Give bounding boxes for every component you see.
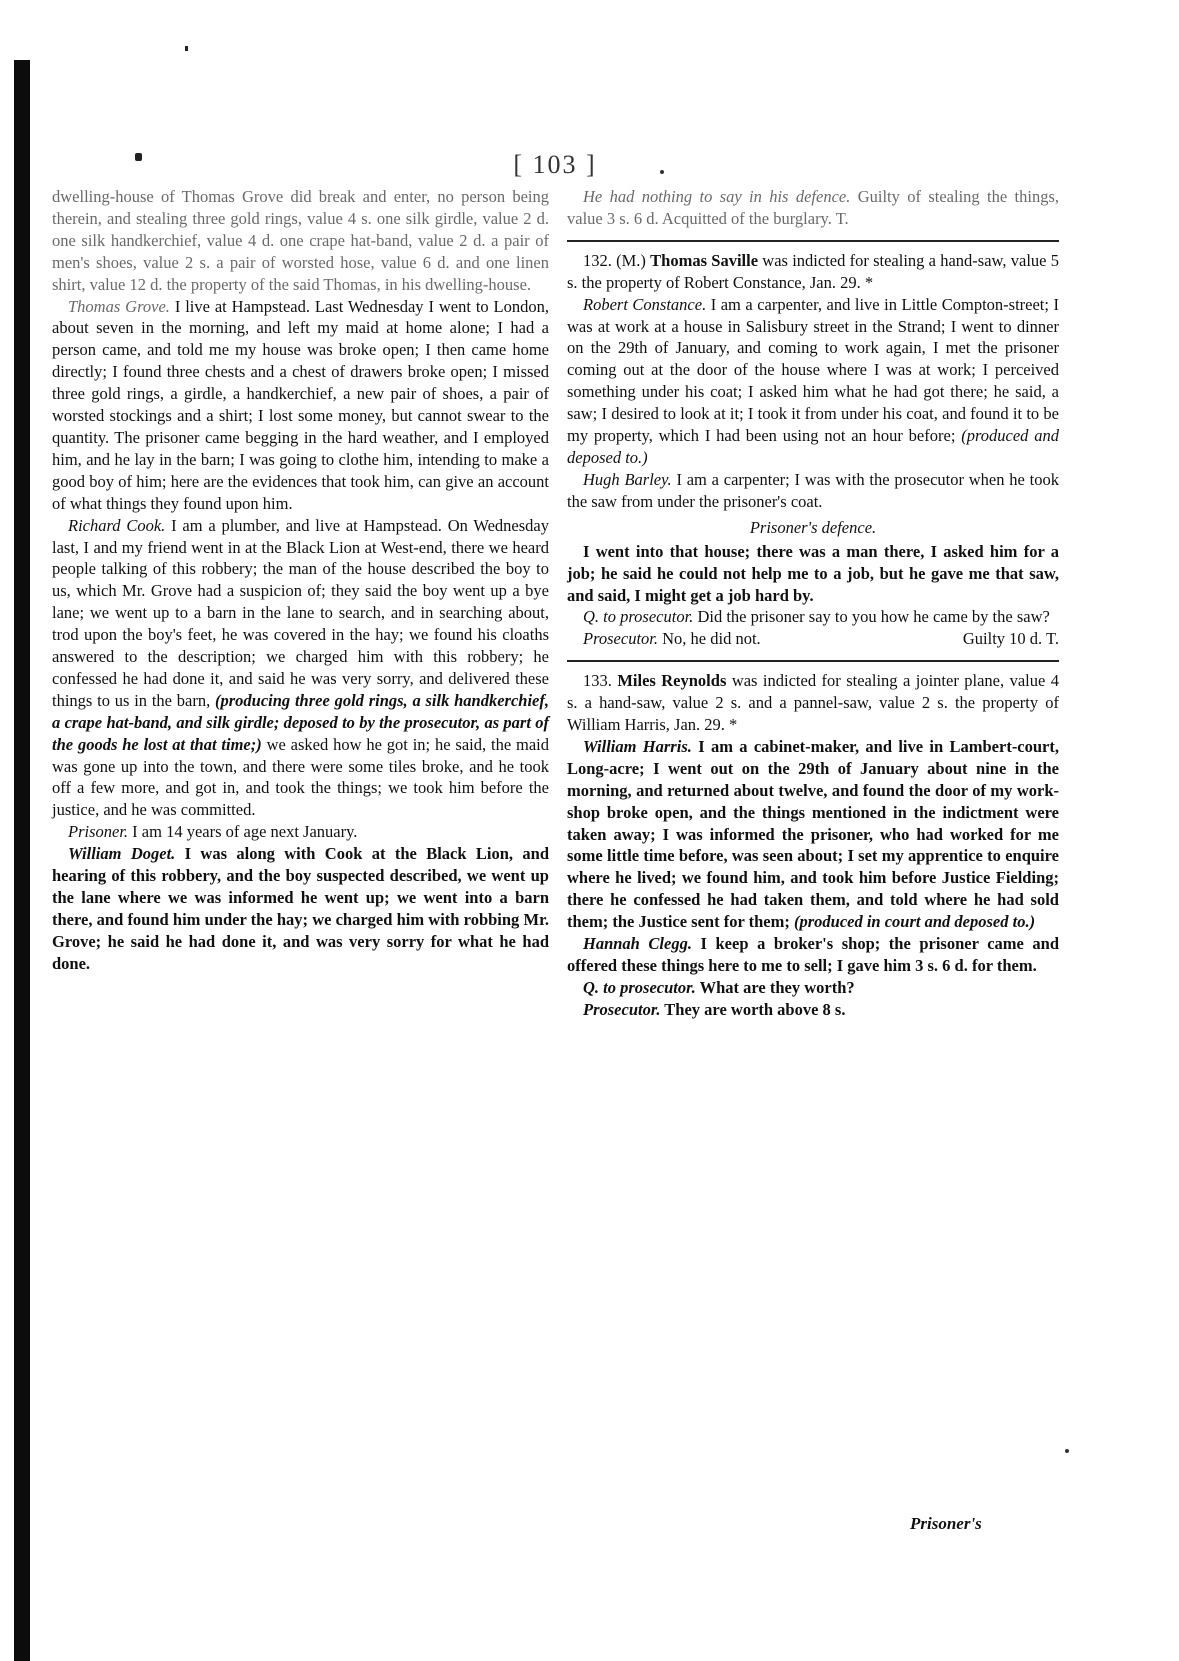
ink-speck xyxy=(660,170,664,174)
speaker-name: Prisoner. xyxy=(68,822,129,842)
question xyxy=(567,606,1059,628)
answer-text: No, he did not. xyxy=(658,629,761,649)
question xyxy=(567,977,1059,999)
testimony-text: I am a carpenter, and live in Little Compton-street; I was at work at a house in Salisbury street in the Strand; I went to dinner on the 29th of January, and coming to work again, I met the prisoner coming out at the door of the house where I was at work; I perceived something under his coat; I asked him what he had got there; he said, a saw; I desired to look at it; I took it from under his coat, and found it to be my property, which I had been using not an hour before; xyxy=(567,294,1059,446)
testimony xyxy=(567,736,1059,933)
court-note: (producing three gold rings, a silk handkerchief, a crape hat-band, and silk girdle; deposed to by the prosecutor, as part of the goods he lost at that time;) xyxy=(52,690,549,754)
testimony-text: I am 14 years of age next January. xyxy=(128,822,358,842)
speaker-name: William Doget. xyxy=(68,844,176,864)
testimony xyxy=(52,296,549,515)
case-number: 132. (M.) xyxy=(583,250,646,270)
verdict: Guilty 10 d. T. xyxy=(962,629,1059,649)
catchword: Prisoner's xyxy=(910,1514,982,1533)
paragraph xyxy=(52,186,549,296)
defence-note: He had nothing to say in his defence. xyxy=(583,187,851,206)
indictment-text: was indicted for stealing a jointer plane, value 4 s. a hand-saw, value 2 s. and a pannel-saw, value 2 s. the property of William Harris, Jan. 29. * xyxy=(567,671,1060,735)
defence-text: I went into that house; there was a man there, I asked him for a job; he said he could not help me to a job, but he gave me that saw, and said, I might get a job hard by. xyxy=(567,541,1059,605)
ink-speck xyxy=(1065,1449,1069,1453)
question-label: Q. to prosecutor. xyxy=(583,607,694,627)
case-heading xyxy=(567,670,1059,736)
defendant-name: Miles Reynolds xyxy=(617,671,727,691)
case-number: 133. xyxy=(583,671,612,691)
defendant-name: Thomas Saville xyxy=(650,250,759,270)
testimony-text: I am a plumber, and live at Hampstead. On Wednesday last, I and my friend went in at the Black Lion at West-end, there we heard people talking of this robbery; the man of the house described the boy to us, which Mr. Grove had a suspicion of; they said the boy went up a bye lane; we went up to a barn in the lane to search, and in searching about, trod upon the boy's feet, he was covered in the hay; we found his cloaths answered to the description; we charged him with this robbery; he confessed he had done it, and said he was very sorry, and delivered these things to us in the barn, xyxy=(52,515,549,710)
speaker-name: Thomas Grove. xyxy=(68,296,170,316)
testimony xyxy=(52,515,549,822)
answer xyxy=(567,628,1059,650)
testimony-text: I live at Hampstead. Last Wednesday I went to London, about seven in the morning, and left my maid at home alone; I had a person came, and told me my house was broke open; I then came home directly; I found three chests and a chest of drawers broke open; I missed three gold rings, a girdle, a handkerchief, a new pair of shoes, a pair of worsted stockings and a shirt; I lost some money, but cannot swear to the quantity. The prisoner came begging in the hard weather, and I employed him, and he lay in the barn; I was going to clothe him, intending to make a good boy of him; here are the evidences that took him, can give an account of what things they found upon him. xyxy=(52,296,550,513)
testimony-text: I was along with Cook at the Black Lion, and hearing of this robbery, and the boy suspected described, we went up the lane where we was informed he went up; we went into a barn there, and found him under the hay; we charged him with robbing Mr. Grove; he said he had done it, and was very sorry for what he had done. xyxy=(52,844,549,973)
paragraph-text: dwelling-house of Thomas Grove did break and enter, no person being therein, and stealing three gold rings, value 4 s. one silk girdle, value 2 d. one silk handkerchief, value 4 d. one crape hat-band, value 2 d. a pair of men's shoes, value 2 s. a pair of worsted hose, value 6 d. and one linen shirt, value 12 d. the property of the said Thomas, in his dwelling-house. xyxy=(52,187,549,294)
section-rule xyxy=(567,660,1059,662)
speaker-name: Richard Cook. xyxy=(68,515,166,535)
testimony xyxy=(567,294,1059,469)
page-number: [ 103 ] xyxy=(513,150,597,179)
answer-label: Prosecutor. xyxy=(583,999,661,1019)
testimony-text: I am a carpenter; I was with the prosecutor when he took the saw from under the prisoner's coat. xyxy=(567,469,1059,511)
answer-text: They are worth above 8 s. xyxy=(660,999,846,1019)
question-label: Q. to prosecutor. xyxy=(583,977,696,997)
left-column xyxy=(52,186,549,975)
question-text: What are they worth? xyxy=(695,977,855,997)
binding-edge xyxy=(14,60,30,1661)
speaker-name: William Harris. xyxy=(583,736,692,756)
ink-speck xyxy=(135,153,142,161)
question-text: Did the prisoner say to you how he came by the saw? xyxy=(693,607,1050,627)
speaker-name: Robert Constance. xyxy=(583,294,707,314)
testimony xyxy=(567,469,1059,513)
answer-label: Prosecutor. xyxy=(583,629,659,649)
testimony xyxy=(52,821,549,843)
testimony-text: we asked how he got in; he said, the maid was gone up into the town, and there were some tiles broke, and he took off a few more, and got in, and took the things; we took him before the justice, and he was committed. xyxy=(52,734,549,820)
speaker-name: Hugh Barley. xyxy=(583,469,672,489)
verdict-text: Guilty of stealing the things, value 3 s. 6 d. Acquitted of the burglary. T. xyxy=(567,187,1059,228)
indictment-text: was indicted for stealing a hand-saw, value 5 s. the property of Robert Constance, Jan. 29. * xyxy=(567,250,1059,292)
court-note: (produced and deposed to.) xyxy=(567,426,1060,467)
answer xyxy=(567,999,1059,1021)
section-heading: Prisoner's defence. xyxy=(749,517,877,537)
ink-speck xyxy=(185,46,188,51)
speaker-name: Hannah Clegg. xyxy=(583,934,692,954)
testimony-text: I am a cabinet-maker, and live in Lambert-court, Long-acre; I went out on the 29th of January about nine in the morning, and returned about twelve, and found the door of my work-shop broke open, and the things mentioned in the indictment were taken away; I was informed the prisoner, who had worked for me some little time before, was seen about; I set my apprentice to enquire where he lived; we found him, and took him before Justice Fielding; there he confessed he had taken them, and told where he had sold them; the Justice sent for them; xyxy=(567,736,1060,932)
right-column xyxy=(567,186,1059,1021)
case-heading xyxy=(567,250,1059,294)
testimony xyxy=(52,843,549,974)
court-note: (produced in court and deposed to.) xyxy=(793,912,1036,932)
testimony xyxy=(567,933,1059,977)
testimony-text: I keep a broker's shop; the prisoner came and offered these things here to me to sell; I gave him 3 s. 6 d. for them. xyxy=(567,934,1059,975)
section-rule xyxy=(567,240,1059,242)
verdict-paragraph xyxy=(567,186,1059,230)
